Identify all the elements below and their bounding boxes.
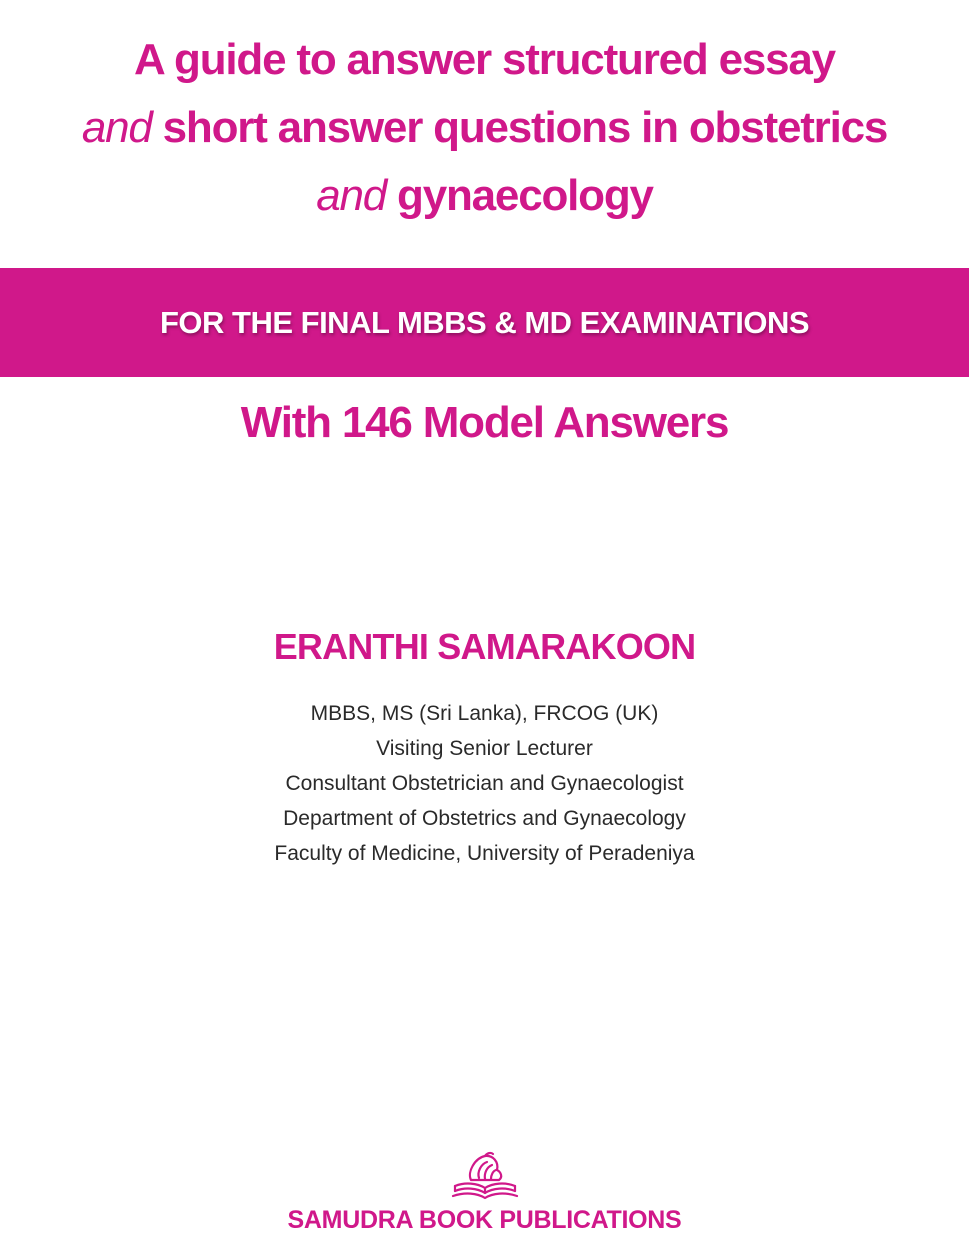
book-title [0, 26, 969, 230]
exam-banner [0, 268, 969, 377]
credential-line: Department of Obstetrics and Gynaecology [283, 807, 686, 830]
credential-line: MBBS, MS (Sri Lanka), FRCOG (UK) [310, 702, 659, 725]
title-line-3 [0, 162, 969, 230]
author-name: ERANTHI SAMARAKOON [273, 626, 696, 667]
title-line-3-italic: and [316, 171, 386, 220]
title-line-2 [0, 94, 969, 162]
conch-shell-book-icon [449, 1150, 521, 1202]
subtitle: With 146 Model Answers [240, 398, 729, 447]
exam-banner-text: FOR THE FINAL MBBS & MD EXAMINATIONS [159, 304, 810, 340]
author-credentials [0, 696, 969, 871]
title-line-2-rest: short answer questions in obstetrics [151, 103, 888, 152]
credential-line: Consultant Obstetrician and Gynaecologist [285, 772, 684, 795]
credential-line: Faculty of Medicine, University of Peradeniya [274, 842, 695, 865]
credential-line: Visiting Senior Lecturer [376, 737, 593, 760]
publisher-name: SAMUDRA BOOK PUBLICATIONS [287, 1206, 682, 1234]
title-line-1: A guide to answer structured essay [134, 35, 835, 84]
title-line-2-italic: and [81, 103, 152, 152]
title-line-3-rest: gynaecology [386, 171, 653, 220]
